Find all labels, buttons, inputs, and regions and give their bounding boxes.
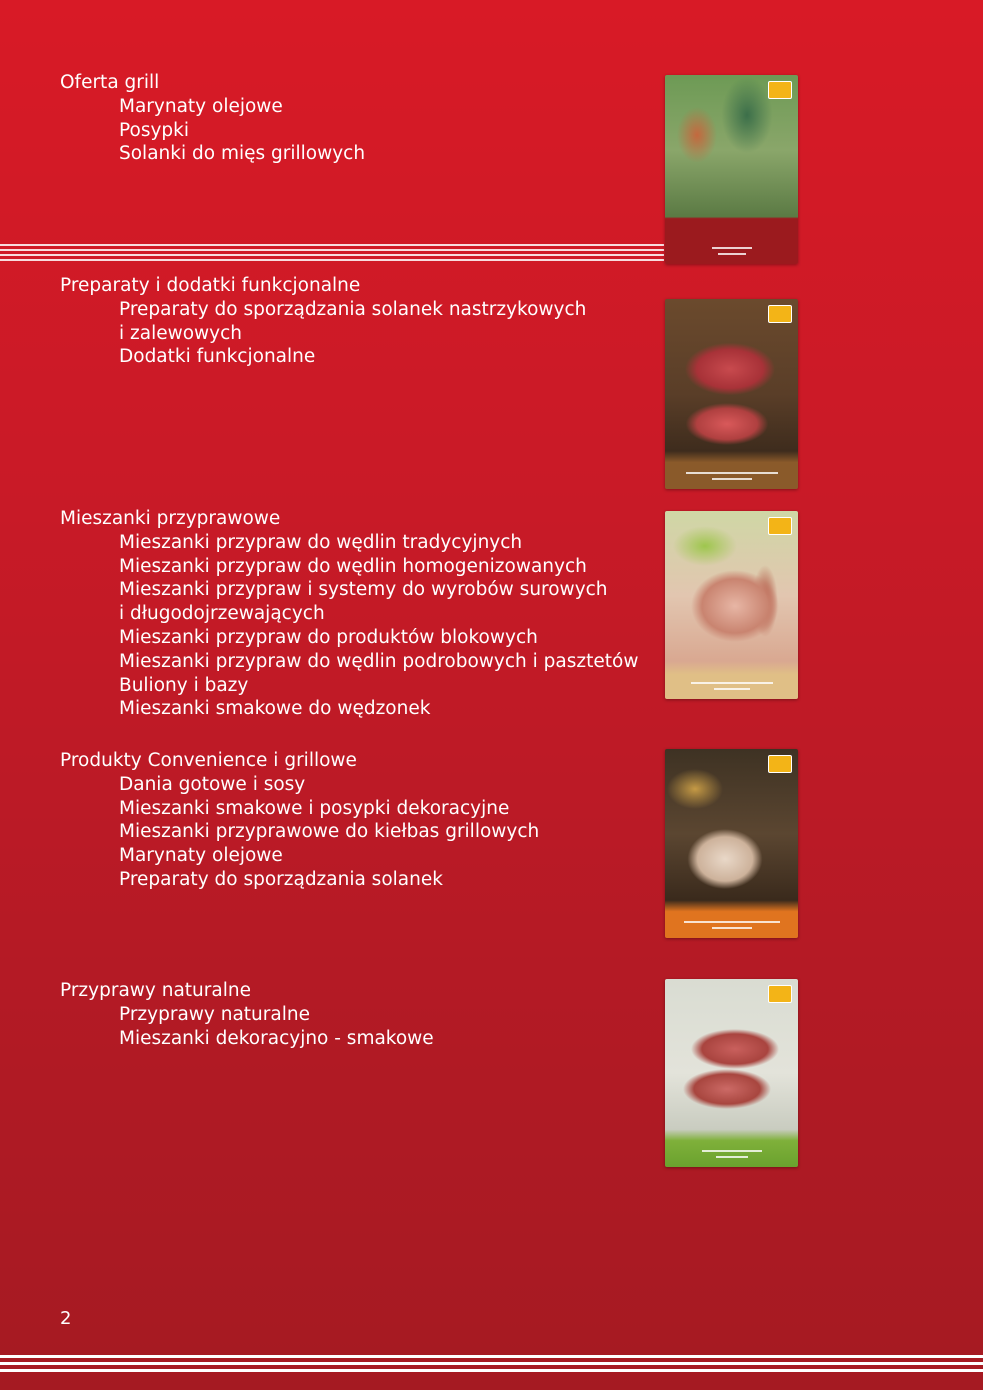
- brand-logo-icon: [768, 81, 792, 99]
- section-przyprawy-naturalne: [60, 979, 434, 1050]
- list-item: Mieszanki przypraw do wędlin podrobowych i pasztetów: [119, 650, 639, 672]
- section-oferta-grill: [60, 71, 365, 166]
- list-item: i długodojrzewających: [119, 603, 325, 625]
- section-mieszanki-przyprawowe: [60, 507, 638, 721]
- list-item: Solanki do mięs grillowych: [119, 143, 366, 165]
- list-item: Mieszanki przyprawowe do kiełbas grillowych: [119, 821, 540, 843]
- list-item: Preparaty do sporządzania solanek: [119, 868, 443, 890]
- list-item: i zalewowych: [119, 322, 243, 344]
- footer-stripes: [0, 1355, 983, 1373]
- section-title: Produkty Convenience i grillowe: [60, 750, 357, 771]
- list-item: Marynaty olejowe: [119, 845, 283, 867]
- section-list: [60, 1003, 434, 1051]
- list-item: Mieszanki dekoracyjno - smakowe: [119, 1027, 434, 1049]
- section-title: Preparaty i dodatki funkcjonalne: [60, 275, 361, 296]
- divider-stripes: [0, 244, 664, 262]
- list-item: Mieszanki przypraw i systemy do wyrobów surowych: [119, 579, 608, 601]
- natural-spices-catalog-cover: [665, 979, 798, 1167]
- convenience-catalog-cover: [665, 749, 798, 938]
- spice-mixes-catalog-cover: [665, 511, 798, 699]
- list-item: Preparaty do sporządzania solanek nastrzykowych: [119, 298, 587, 320]
- brand-logo-icon: [768, 755, 792, 773]
- page-number: 2: [60, 1308, 72, 1329]
- list-item: Dodatki funkcjonalne: [119, 346, 316, 368]
- section-list: [60, 95, 365, 166]
- list-item: Mieszanki smakowe i posypki dekoracyjne: [119, 797, 510, 819]
- cover-title-band: [665, 462, 798, 489]
- section-title: Oferta grill: [60, 72, 160, 93]
- brand-logo-icon: [768, 517, 792, 535]
- cover-title-band: [665, 237, 798, 264]
- grill-catalog-cover: [665, 75, 798, 264]
- cover-title-band: [665, 1140, 798, 1167]
- list-item: Mieszanki przypraw do wędlin tradycyjnych: [119, 531, 523, 553]
- section-title: Przyprawy naturalne: [60, 980, 251, 1001]
- section-title: Mieszanki przyprawowe: [60, 508, 281, 529]
- list-item: Posypki: [119, 119, 189, 141]
- brand-logo-icon: [768, 305, 792, 323]
- section-list: [60, 298, 586, 369]
- section-produkty-convenience: [60, 749, 539, 892]
- list-item: Mieszanki smakowe do wędzonek: [119, 698, 431, 720]
- list-item: Mieszanki przypraw do wędlin homogenizowanych: [119, 555, 587, 577]
- section-list: [60, 531, 638, 721]
- cover-title-band: [665, 672, 798, 699]
- list-item: Przyprawy naturalne: [119, 1003, 310, 1025]
- functional-additives-catalog-cover: [665, 299, 798, 489]
- cover-title-band: [665, 911, 798, 938]
- brand-logo-icon: [768, 985, 792, 1003]
- list-item: Buliony i bazy: [119, 674, 249, 696]
- section-preparaty: [60, 274, 586, 369]
- list-item: Dania gotowe i sosy: [119, 773, 306, 795]
- list-item: Mieszanki przypraw do produktów blokowych: [119, 626, 538, 648]
- list-item: Marynaty olejowe: [119, 95, 283, 117]
- section-list: [60, 773, 539, 892]
